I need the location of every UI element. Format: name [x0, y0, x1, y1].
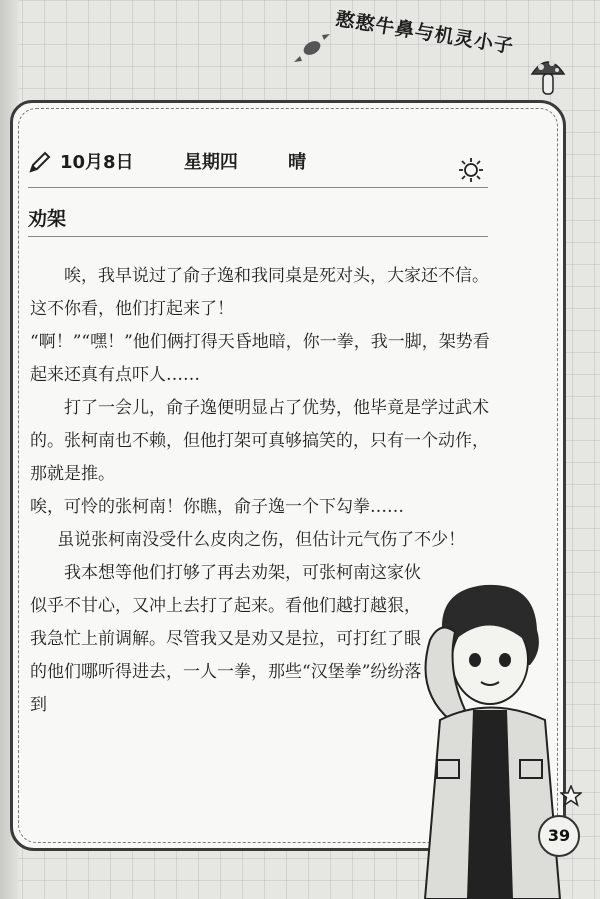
- pencil-icon: [28, 150, 52, 174]
- diary-weather: 晴: [288, 152, 307, 173]
- page-number: 39: [538, 815, 580, 857]
- diary-date-line: [60, 148, 334, 174]
- paragraph: 唉，我早说过了俞子逸和我同桌是死对头，大家还不信。这不你看，他们打起来了！: [30, 266, 489, 319]
- mushroom-icon: [528, 52, 568, 102]
- paragraph: 打了一会儿，俞子逸便明显占了优势，他毕竟是学过武术的。张柯南也不赖，但他打架可真够搞笑的，只有一个动作，那就是推。: [30, 398, 489, 484]
- paragraph: 我本想等他们打够了再去劝架，可张柯南这家伙似乎不甘心，又冲上去打了起来。看他们越打越狠，我急忙上前调解。尽管我又是劝又是拉，可打红了眼的他们哪听得进去，一人一拳，那些“汉堡拳”纷纷落到: [30, 563, 422, 715]
- diary-date: 10月8日: [60, 152, 134, 173]
- paragraph: 唉，可怜的张柯南！你瞧，俞子逸一个下勾拳……: [30, 497, 404, 517]
- sun-icon: [458, 157, 484, 183]
- candy-icon: [292, 28, 332, 68]
- diary-weekday: 星期四: [183, 152, 238, 173]
- heading-rule: [28, 236, 488, 237]
- header-rule: [28, 187, 488, 188]
- paragraph: “啊！”“嘿！”他们俩打得天昏地暗，你一拳，我一脚，架势看起来还真有点吓人……: [30, 332, 490, 385]
- book-title: 憨憨牛鼻与机灵小子: [334, 8, 516, 58]
- essay-heading: 劝架: [28, 208, 67, 230]
- star-icon: [560, 785, 582, 807]
- paragraph: 虽说张柯南没受什么皮肉之伤，但估计元气伤了不少！: [57, 530, 466, 550]
